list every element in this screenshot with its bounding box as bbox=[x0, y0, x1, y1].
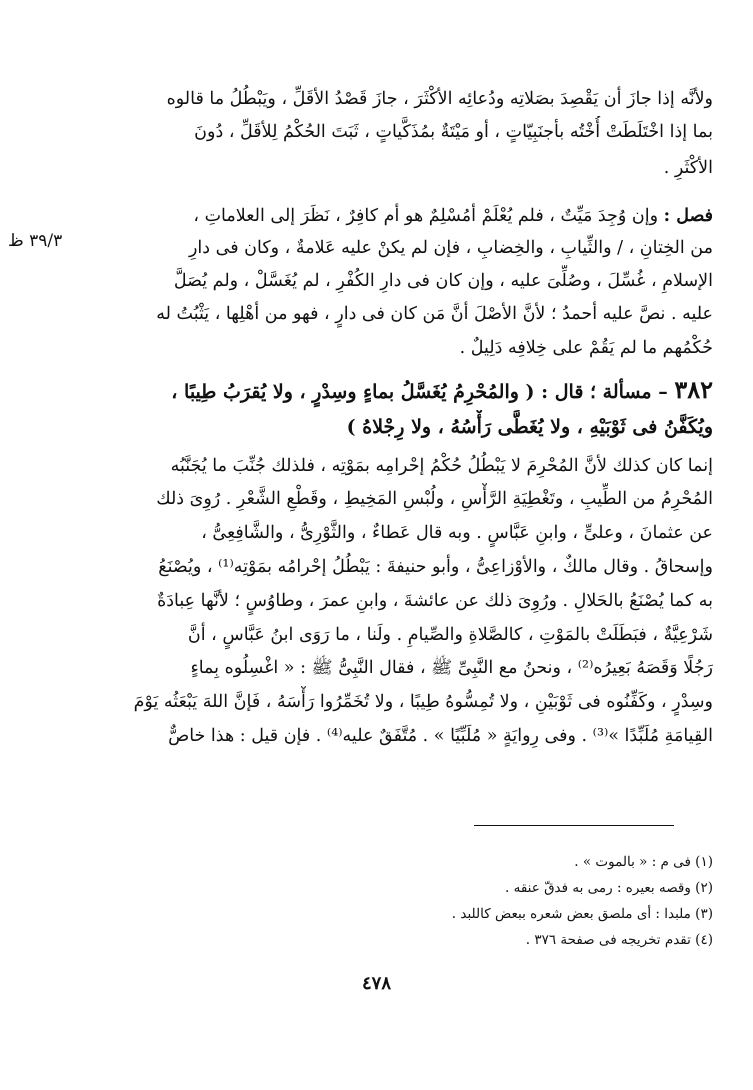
fasl-line-2: من الخِتانِ ، / والثِّيابِ ، والخِضابِ ، فإن لم يكنْ عليه عَلامةٌ ، وكان فى دارِ bbox=[188, 238, 713, 258]
body-line-8: وسِدْرٍ ، وكَفِّنُوه فى ثَوْبَيْنِ ، ولا تُمِسُّوهُ طِيبًا ، ولا تُخَمِّرُوا رَأْسَهُ ، فَإنَّ اللهَ يَبْعَثُه يَوْمَ bbox=[133, 692, 713, 712]
fasl-line-5: حُكْمُهم ما لم يَقُمْ على خِلافِه دَلِيلٌ . bbox=[459, 338, 713, 358]
fasl-heading: فصل : bbox=[663, 206, 713, 226]
body-line-2: المُحْرِمُ من الطِّيبِ ، وتَغْطِيَةِ الرَّأْسِ ، ولُبْسِ المَخِيطِ ، وقَطْعِ الشَّعْرِ . رُوِىَ ذلك bbox=[156, 489, 713, 509]
body-line-9: القِيامَةِ مُلَبِّدًا »⁽³⁾ . وفى رِوايَةٍ « مُلَبِّيًا » . مُتَّفَقٌ عليه⁽⁴⁾ . فإن قيل : هذا خاصٌّ bbox=[168, 726, 713, 746]
fasl-line-1 bbox=[93, 200, 713, 232]
fasl-line-3: الإسلامِ ، غُسِّلَ ، وصُلِّىَ عليه ، وإن كان فى دارِ الكُفْرِ ، لم يُغَسَّلْ ، ولم يُصَلَّ bbox=[173, 271, 713, 291]
footnote-2: (٢) وقصه بعيره : رمى به فدقّ عنقه . bbox=[505, 880, 713, 896]
footnote-4: (٤) تقدم تخريجه فى صفحة ٣٧٦ . bbox=[525, 932, 713, 948]
margin-reference: ٣٩/٣ ظ bbox=[8, 231, 63, 251]
body-line-5: به كما يُصْنَعُ بالحَلالِ . ورُوِىَ ذلك عن عائشةَ ، وابنِ عمرَ ، وطاوُسٍ ؛ لأنَّها عِبادَةٌ bbox=[157, 591, 713, 611]
issue-heading-line-1 bbox=[93, 373, 713, 409]
footnote-separator bbox=[474, 825, 674, 826]
body-line-4: وإسحاقُ . وقال مالكٌ ، والأوْزاعِىُّ ، وأبو حنيفةَ : يَبْطُلُ إحْرامُه بمَوْتِه⁽¹⁾ ، ويُصْنَعُ bbox=[158, 557, 713, 577]
issue-number: ٣٨٢ bbox=[674, 375, 713, 404]
body-line-6: شَرْعِيَّةٌ ، فبَطَلَتْ بالمَوْتِ ، كالصَّلاةِ والصِّيامِ . ولَنا ، ما رَوَى ابنُ عَبَّاسٍ ، أنَّ bbox=[187, 625, 713, 645]
issue-heading-text-1: – مسألة ؛ قال : ( والمُحْرِمُ يُغَسَّلُ بماءٍ وسِدْرٍ ، ولا يُقرَبُ طِيبًا ، bbox=[171, 381, 668, 403]
issue-heading-line-2: ويُكَفَّنُ فى ثَوْبَيْهِ ، ولا يُغَطَّى رَأْسُهُ ، ولا رِجْلاهُ ) bbox=[346, 416, 713, 438]
page-number: ٤٧٨ bbox=[361, 973, 391, 994]
para1-line-3: الأكْثَرِ . bbox=[663, 158, 713, 178]
footnote-3: (٣) ملبدا : أى ملصق بعض شعره ببعض كاللبد . bbox=[451, 906, 713, 922]
fasl-line-1-text: وإن وُجِدَ مَيِّتٌ ، فلم يُعْلَمْ أمُسْلِمٌ هو أم كافِرٌ ، نَظَرَ إلى العلاماتِ ، bbox=[193, 206, 659, 226]
para1-line-2: بما إذا اخْتَلَطَتْ أُخْتُه بأجنَبِيّاتٍ ، أو مَيْتَةٌ بمُذَكَّياتٍ ، ثَبَتَ الحُكْمُ لِلأقَلِّ ، دُونَ bbox=[194, 122, 713, 142]
footnote-1: (١) فى م : « بالموت » . bbox=[574, 854, 713, 870]
body-line-1: إنما كان كذلك لأنَّ المُحْرِمَ لا يَبْطُلُ حُكْمُ إحْرامِه بمَوْتِه ، فلذلك جُنِّبَ ما يُجَنَّبُه bbox=[170, 456, 713, 476]
para1-line-1: ولأنَّه إذا جازَ أن يَقْصِدَ بصَلاتِه ودُعائِه الأكْثَرَ ، جازَ قَصْدُ الأقَلِّ ، ويَبْطُلُ ما قالوه bbox=[166, 89, 713, 109]
body-line-7: رَجُلًا وَقَصَهُ بَعِيرُه⁽²⁾ ، ونحنُ مع النَّبِىِّ ﷺ ، فقال النَّبِىُّ ﷺ : « اغْسِلُوه بِماءٍ bbox=[190, 658, 713, 678]
fasl-line-4: عليه . نصَّ عليه أحمدُ ؛ لأنَّ الأصْلَ أنَّ مَن كان فى دارٍ ، فهو من أهْلِها ، يَثْبُتُ له bbox=[156, 304, 713, 324]
body-line-3: عن عثمانَ ، وعلىٍّ ، وابنِ عَبَّاسٍ . وبه قال عَطاءٌ ، والثَّوْرِىُّ ، والشَّافِعِىُّ ، bbox=[201, 523, 713, 543]
